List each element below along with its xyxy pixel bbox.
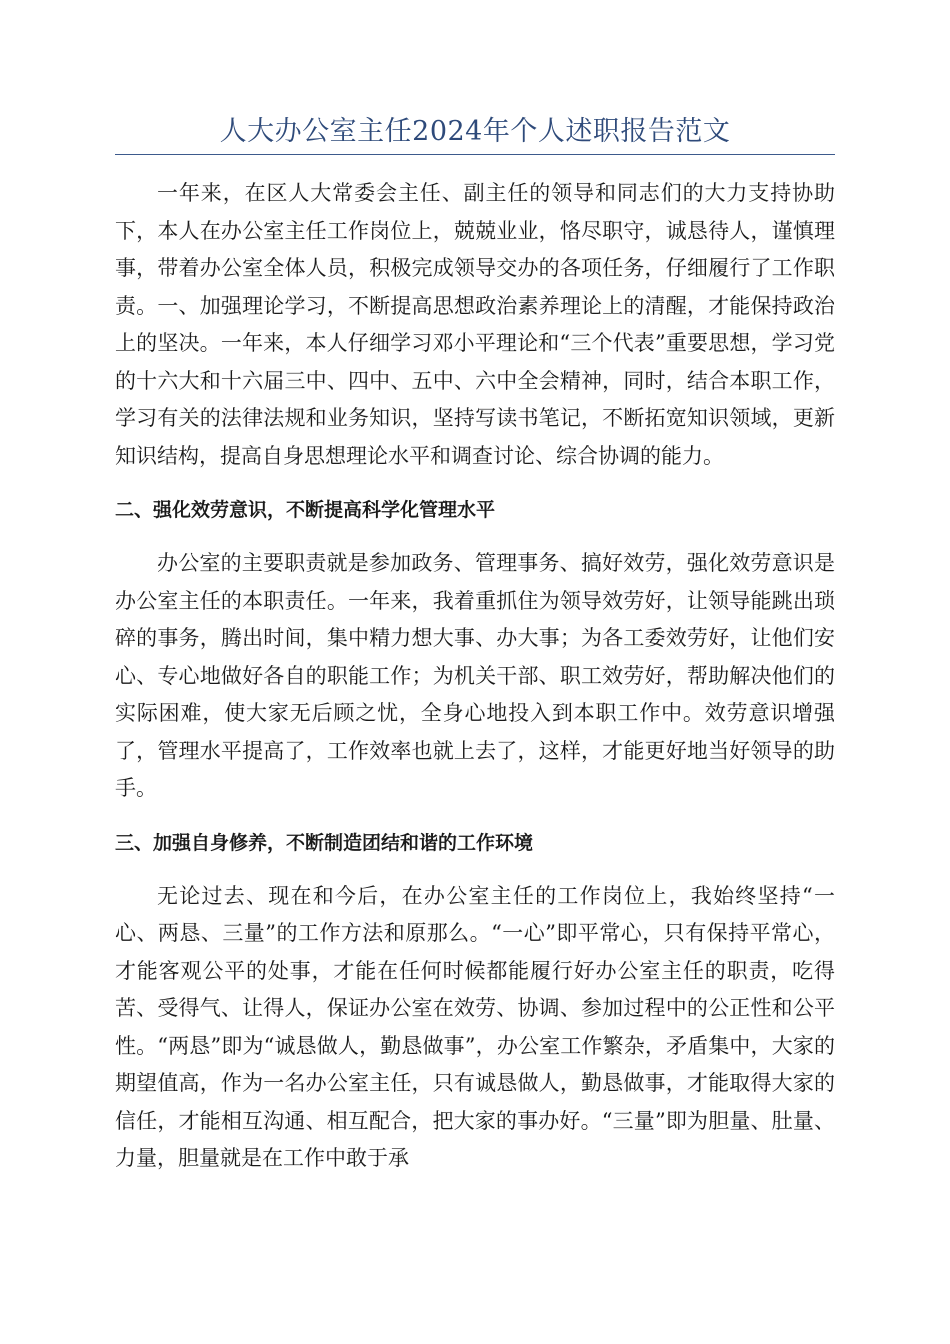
section-heading-2: 二、强化效劳意识，不断提高科学化管理水平 xyxy=(115,499,496,521)
document-body xyxy=(115,175,835,1178)
body-paragraph-1: 一年来，在区人大常委会主任、副主任的领导和同志们的大力支持协助下，本人在办公室主任工作岗位上，兢兢业业，恪尽职守，诚恳待人，谨慎理事，带着办公室全体人员，积极完成领导交办的各项任务，仔细履行了工作职责。一、加强理论学习，不断提高思想政治素养理论上的清醒，才能保持政治上的坚决。一年来，本人仔细学习邓小平理论和“三个代表”重要思想，学习党的十六大和十六届三中、四中、五中、六中全会精神，同时，结合本职工作，学习有关的法律法规和业务知识，坚持写读书笔记，不断拓宽知识领域，更新知识结构，提高自身思想理论水平和调查讨论、综合协调的能力。 xyxy=(115,181,835,468)
body-paragraph-3: 无论过去、现在和今后，在办公室主任的工作岗位上，我始终坚持“一心、两恳、三量”的工作方法和原那么。“一心”即平常心，只有保持平常心，才能客观公平的处事，才能在任何时候都能履行好办公室主任的职责，吃得苦、受得气、让得人，保证办公室在效劳、协调、参加过程中的公正性和公平性。“两恳”即为“诚恳做人，勤恳做事”，办公室工作繁杂，矛盾集中，大家的期望值高，作为一名办公室主任，只有诚恳做人，勤恳做事，才能取得大家的信任，才能相互沟通、相互配合，把大家的事办好。“三量”即为胆量、肚量、力量，胆量就是在工作中敢于承 xyxy=(115,883,835,1170)
body-paragraph-2: 办公室的主要职责就是参加政务、管理事务、搞好效劳，强化效劳意识是办公室主任的本职责任。一年来，我着重抓住为领导效劳好，让领导能跳出琐碎的事务，腾出时间，集中精力想大事、办大事；为各工委效劳好，让他们安心、专心地做好各自的职能工作；为机关干部、职工效劳好，帮助解决他们的实际困难，使大家无后顾之忧，全身心地投入到本职工作中。效劳意识增强了，管理水平提高了，工作效率也就上去了，这样，才能更好地当好领导的助手。 xyxy=(115,551,835,800)
document-title: 人大办公室主任2024年个人述职报告范文 xyxy=(219,116,731,147)
section-heading-3: 三、加强自身修养，不断制造团结和谐的工作环境 xyxy=(115,831,534,854)
title-underline xyxy=(115,154,835,155)
